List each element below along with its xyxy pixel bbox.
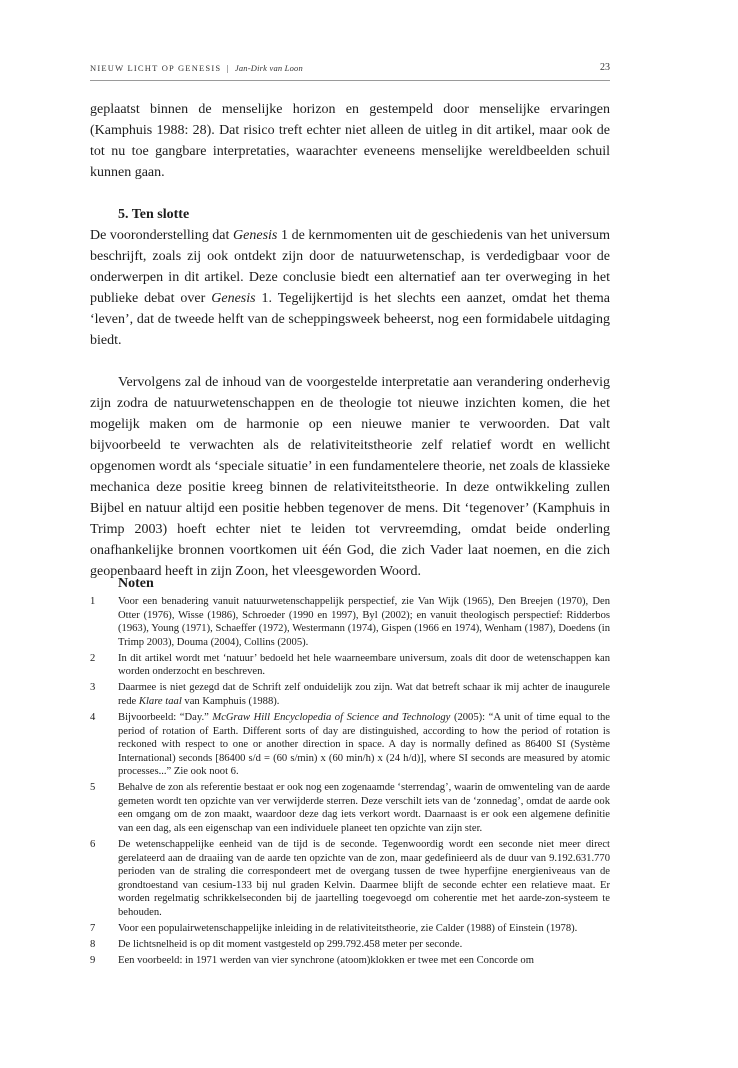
footnote-text: Voor een benadering vanuit natuurwetenschappelijk perspectief, zie Van Wijk (1965), Den Breejen (1970), Den Otter (1976), Wisse (1986), Schroeder (1990 en 1997), Byl (2002); en vanuit theologisch perspectief: Ridderbos (1963), Young (1971), Schaeffer (1972), Westermann (1974), Gispen (1966 en 1974), Wenham (1987), Doedens (in Trimp 2003), Douma (2004), Collins (2005). [118,596,610,648]
notes-section [90,575,610,970]
section-heading: 5. Ten slotte [118,207,190,222]
journal-title: NIEUW LICHT OP GENESIS [90,63,222,73]
footnote [90,922,610,936]
paragraph-outlook: Vervolgens zal de inhoud van de voorgestelde interpretatie aan verandering onderhevig zijn zodra de natuurwetenschappen en de theologie tot nieuwe inzichten komen, die het mogelijk maken om de harmonie op een nieuwe manier te verwoorden. Dat valt bijvoorbeeld te verwachten als de relativiteitstheorie zelf relatief wordt en wellicht opgenomen wordt als ‘speciale situatie’ in een fundamentelere theorie, net zoals de klassieke mechanica deze positie kreeg binnen de relativiteitstheorie. In deze ontwikkeling zullen Bijbel en natuur altijd een positie hebben tegenover de mens. Dit ‘tegenover’ (Kamphuis in Trimp 2003) hoeft echter niet te leiden tot vervreemding, omdat beide onderling onafhankelijke bronnen voortkomen uit één God, die zich Vader laat noemen, en die zich geopenbaard heeft in zijn Zoon, het vleesgeworden Woord. [90,375,610,579]
paragraph-continued: geplaatst binnen de menselijke horizon en gestempeld door menselijke ervaringen (Kamphuis 1988: 28). Dat risico treft echter niet alleen de uitleg in dit artikel, maar ook de tot nu toe gangbare interpretaties, waarachter eveneens menselijke wereldbeelden schuil kunnen gaan. [90,102,610,180]
italic-title: Genesis [233,228,278,243]
footnote-number: 3 [90,682,96,694]
footnote-text: De lichtsnelheid is op dit moment vastgesteld op 299.792.458 meter per seconde. [118,938,463,950]
paragraph-conclusion [90,225,610,351]
italic-title: McGraw Hill Encyclopedia of Science and Technology [212,711,451,723]
italic-title: Genesis [211,291,256,306]
text-run: 1. Tegelijkertijd is het slechts een aanzet, omdat het thema ‘leven’, dat de tweede helft van de scheppingsweek beheerst, nog een formidabele uitdaging biedt. [90,291,611,348]
footnote [90,838,610,920]
paragraph-gap [90,183,610,204]
footnote-number: 8 [90,938,96,950]
footnote-text: Een voorbeeld: in 1971 werden van vier synchrone (atoom)klokken er twee met een Concorde om [118,954,534,966]
header-author: Jan-Dirk van Loon [234,63,303,73]
footnote-text: Voor een populairwetenschappelijke inleiding in de relativiteitstheorie, zie Calder (1988) of Einstein (1978). [118,923,578,934]
italic-title: Klare taal [138,695,182,707]
footnote-number: 2 [90,652,96,664]
footnote [90,652,610,679]
text-run: Bijvoorbeeld: “Day.” [118,711,213,723]
notes-heading: Noten [118,576,154,591]
text-run: Daarmee is niet gezegd dat de Schrift zelf onduidelijk zou zijn. Wat dat betreft schaar ik mij achter de inaugurele rede [118,682,610,707]
footnote-text: In dit artikel wordt met ‘natuur’ bedoeld het hele waarneembare universum, zoals dit door de wetenschappen kan worden onderzocht en beschreven. [118,652,610,678]
footnote [90,595,610,649]
text-run: De vooronderstelling dat [90,228,234,243]
footnote [90,781,610,835]
footnote-text: Behalve de zon als referentie bestaat er ook nog een zogenaamde ‘sterrendag’, waarin de omwenteling van de aarde gemeten wordt ten opzichte van ver verwijderde sterren. Deze verschilt iets van de ‘zonnedag’, omdat de aarde ook een omgang om de zon maakt, waardoor deze dag iets verkort wordt. Daarnaast is er ook een algemene definitie van een dag, als een eigenschap van een individuele planeet ten opzichte van zijn ster. [118,782,610,835]
footnote-number: 7 [90,923,96,934]
body-text [90,99,610,582]
header-rule [90,80,610,81]
header-separator: | [226,63,230,73]
text-run: 1 de kernmomenten uit de geschiedenis van het universum beschrijft, zoals zij ook ontdekt zijn door de natuurwetenschap, is verdedigbaar voor de onderwerpen in dit artikel. Deze conclusie biedt een alternatief aan ter overweging in het publieke debat over [90,228,610,306]
page-number: 23 [600,62,610,73]
footnote-text [118,711,610,779]
footnote-text: De wetenschappelijke eenheid van de tijd is de seconde. Tegenwoordig wordt een seconde niet meer direct gerelateerd aan de draaiing van de aarde ten opzichte van de zon, maar gedefinieerd als de duur van 9.192.631.770 perioden van de straling die correspondeert met de overgang tussen de twee hyperfijne energieniveaus van de grondtoestand van cesium-133 bij nul graden Kelvin. Daarmee blijft de seconde echter een relatieve maat. Er worden regelmatig schrikkelseconden bij de jaartelling toegevoegd om coherentie met het aarde-zon-systeem te behouden. [118,839,610,919]
text-run: (2005): “A unit of time equal to the period of rotation of Earth. Different sorts of day are distinguished, according to how the period of rotation is reckoned with respect to one or another direction in space. A day is normally defined as 86400 SI (Système International) seconds [86400 s/d = (60 s/min) x (60 min/h) x (24 h/d)], where SI seconds are measured by atomic processes...” Zie ook noot 6. [118,711,610,778]
footnote-text [118,681,610,708]
footnote [90,681,610,708]
running-head [90,63,610,73]
footnote [90,711,610,779]
footnote [90,938,610,952]
footnote [90,954,610,968]
text-run: van Kamphuis (1988). [181,695,280,707]
footnote-number: 1 [90,596,96,607]
paragraph-gap [90,351,610,372]
footnote-number: 6 [90,839,96,851]
footnote-number: 5 [90,782,96,794]
footnote-number: 4 [90,711,96,723]
footnote-number: 9 [90,954,96,966]
